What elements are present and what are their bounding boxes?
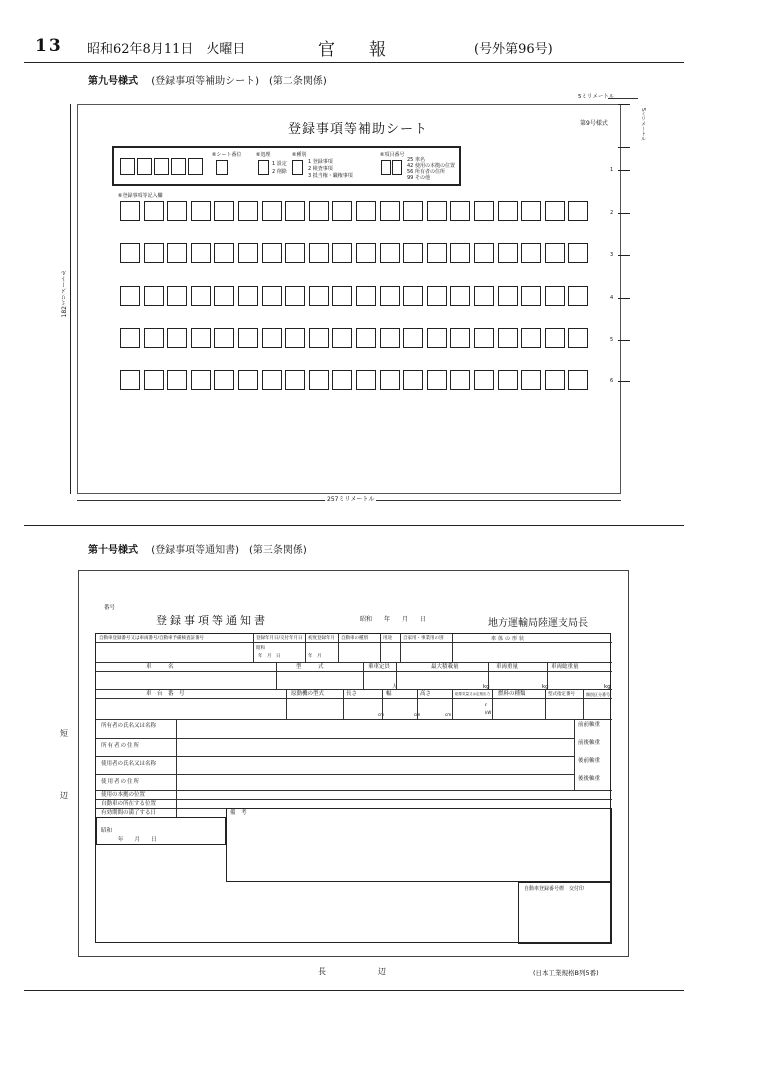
vline [253, 634, 254, 662]
form9-form-label: 第9号様式 [580, 120, 608, 127]
hline [96, 671, 612, 672]
sheet-cell [188, 158, 203, 175]
entry-cell [332, 201, 352, 221]
entry-cell [167, 201, 187, 221]
form10-heading [88, 541, 307, 556]
unit-person: 人 [392, 684, 398, 690]
entry-cell [191, 328, 211, 348]
hline [96, 719, 612, 720]
r2-gross: 車両総重量 [551, 664, 579, 670]
r2-model: 型 式 [296, 664, 324, 670]
r3-height: 高さ [420, 691, 432, 697]
hline [96, 689, 612, 690]
entry-cell [403, 201, 423, 221]
sheet-cell [137, 158, 152, 175]
form10-subheading: (登録事項等通知書) (第三条関係) [151, 545, 307, 556]
entry-cell [285, 328, 305, 348]
entry-cell [380, 201, 400, 221]
entry-cell [285, 370, 305, 390]
entry-cell [191, 370, 211, 390]
entry-cell [545, 243, 565, 263]
r1-reg-date: 登録年月日/交付年月日 [256, 636, 303, 641]
entry-cell [332, 328, 352, 348]
entry-cell [450, 328, 470, 348]
user-address-label: 使用者の住所 [101, 779, 141, 785]
vline [545, 689, 546, 719]
processing-option-2: 2 削除 [272, 169, 287, 175]
entry-cell [262, 370, 282, 390]
processing-cell [258, 160, 269, 175]
entry-cell [498, 328, 518, 348]
label-item-no: ⑥項目番号 [380, 152, 405, 158]
sheet-number-cells [120, 158, 205, 175]
r1-ym: 年 月 [308, 654, 322, 659]
entry-cell [262, 243, 282, 263]
entry-cell [427, 370, 447, 390]
row-number: 2 [610, 210, 614, 216]
row-number: 1 [610, 167, 614, 173]
expiry-showa: 昭和 [101, 828, 113, 834]
form9-sheet-title: 登録事項等補助シート [288, 122, 429, 137]
entry-cell [521, 243, 541, 263]
entry-cell [380, 286, 400, 306]
remarks-box [226, 808, 612, 882]
vline [452, 634, 453, 662]
label-type: ⑥種別 [292, 152, 307, 158]
type-cell [292, 160, 303, 175]
vline [363, 662, 364, 689]
entry-cell [309, 286, 329, 306]
entry-cell [332, 243, 352, 263]
r1-reg-no: 自動車登録番号又は車両番号/自動車予備検査証番号 [99, 636, 205, 641]
r2-max-load: 最大積載量 [431, 664, 459, 670]
entry-cell [144, 201, 164, 221]
side-short-2: 辺 [60, 791, 68, 800]
entry-cell [427, 286, 447, 306]
entry-cell [356, 328, 376, 348]
row-tick [618, 340, 630, 341]
section-rule [24, 525, 684, 526]
remarks-label: 備 考 [230, 810, 247, 816]
hline [96, 799, 612, 800]
unit-kg: kg [483, 684, 490, 690]
entry-cell [332, 370, 352, 390]
unit-kg: kg [604, 684, 611, 690]
entry-cell [285, 243, 305, 263]
entry-cell [450, 201, 470, 221]
r3-length: 長さ [346, 691, 358, 697]
entry-cell [214, 370, 234, 390]
owner-address-label: 所有者の住所 [101, 743, 141, 749]
dim-margin-line [608, 98, 638, 99]
entry-cell [474, 201, 494, 221]
dim-margin-label: 5ミリメートル [578, 94, 615, 100]
hline [96, 738, 574, 739]
dim-height-line [70, 104, 71, 494]
r3-fuel: 燃料の種類 [498, 691, 526, 697]
entry-cell [238, 243, 258, 263]
r3-chassis: 車 台 番 号 [146, 691, 185, 697]
sheet-cell [154, 158, 169, 175]
entry-cell [403, 328, 423, 348]
vline [305, 634, 306, 662]
vline [488, 662, 489, 689]
entry-row [120, 286, 592, 306]
entry-cell [309, 201, 329, 221]
entry-cell [191, 201, 211, 221]
entry-cell [521, 328, 541, 348]
form10-heading-label: 第十号様式 [88, 545, 138, 556]
r1-first-reg: 初度登録年月 [308, 636, 335, 641]
r1-kind: 自動車の種別 [341, 636, 368, 641]
footer-rule [24, 990, 684, 991]
item-option-1: 25 車名 [407, 157, 425, 163]
axle-rear-front: 後前軸重 [578, 758, 601, 764]
entry-cell [356, 286, 376, 306]
axle-rear-rear: 後後軸重 [578, 776, 601, 782]
entry-cell [120, 286, 140, 306]
entry-cell [356, 201, 376, 221]
r3-engine: 原動機の型式 [291, 691, 325, 697]
entry-cell [545, 286, 565, 306]
entry-row [120, 201, 592, 221]
entry-cell [474, 328, 494, 348]
r1-ymd: 年 月 日 [258, 654, 281, 659]
entry-cell [498, 201, 518, 221]
entry-cell [427, 243, 447, 263]
vline [396, 662, 397, 689]
entry-cell [262, 328, 282, 348]
side-long-1: 長 [318, 967, 326, 976]
notice-date: 昭和 年 月 日 [360, 616, 427, 623]
entry-cell [474, 243, 494, 263]
entry-cell [120, 328, 140, 348]
r1-body-shape: 車体の形状 [491, 636, 527, 642]
top-tick [618, 147, 630, 148]
owner-name-label: 所有者の氏名又は名称 [101, 723, 157, 729]
base-location-label: 使用の本拠の位置 [101, 792, 146, 798]
entry-cell [356, 243, 376, 263]
label-entry-field: ⑥登録事項等記入欄 [118, 193, 163, 199]
entry-cell [309, 328, 329, 348]
issuer: 地方運輸局陸運支局長 [488, 618, 588, 629]
entry-cell [262, 201, 282, 221]
entry-cell [214, 201, 234, 221]
entry-cell [167, 286, 187, 306]
axle-front-rear: 前後軸重 [578, 740, 601, 746]
row-number: 4 [610, 295, 614, 301]
dim-height-label: 182ミリメートル [61, 270, 68, 318]
entry-cell [120, 370, 140, 390]
row-tick [618, 213, 630, 214]
entry-cell [521, 201, 541, 221]
r3-displacement: 総排気量又は定格出力 [455, 692, 490, 696]
expiry-label: 有効期間の満了する日 [101, 810, 157, 816]
row-tick [618, 298, 630, 299]
row-tick [618, 170, 630, 171]
entry-cell [309, 243, 329, 263]
vehicle-location-label: 自動車の所在する位置 [101, 801, 157, 807]
entry-cell [144, 328, 164, 348]
entry-cell [403, 286, 423, 306]
entry-cell [403, 243, 423, 263]
number-label: 番号 [104, 605, 116, 611]
entry-cell [427, 328, 447, 348]
vline [400, 634, 401, 662]
entry-cell [380, 328, 400, 348]
hline [96, 642, 612, 643]
entry-cell [356, 370, 376, 390]
hline [96, 774, 574, 775]
vline [382, 689, 383, 719]
unit-liter: ℓ [485, 702, 487, 707]
entry-cell [545, 201, 565, 221]
entry-cell [144, 286, 164, 306]
r1-private: 自家用・事業用の別 [403, 636, 444, 641]
entry-cell [262, 286, 282, 306]
entry-cell [238, 201, 258, 221]
dim-width-label: 257ミリメートル [327, 496, 375, 503]
top-tick [618, 104, 630, 105]
hline [96, 790, 612, 791]
r2-weight: 車両重量 [496, 664, 519, 670]
label-sheet-position: ⑥シート番位 [212, 152, 242, 158]
row-number: 6 [610, 378, 614, 384]
r3-class: 類別区分番号 [586, 692, 610, 697]
entry-cell [545, 370, 565, 390]
vline [583, 689, 584, 719]
entry-cell [568, 201, 588, 221]
entry-cell [167, 243, 187, 263]
issue-number: (号外第96号) [474, 42, 553, 57]
entry-cell [380, 243, 400, 263]
entry-cell [498, 370, 518, 390]
row-number: 3 [610, 252, 614, 258]
entry-cell [214, 328, 234, 348]
entry-cell [568, 286, 588, 306]
row-tick [618, 255, 630, 256]
entry-cell [191, 243, 211, 263]
publication-name: 官 報 [318, 40, 386, 60]
entry-cell [474, 286, 494, 306]
entry-cell [568, 243, 588, 263]
entry-cell [214, 243, 234, 263]
entry-cell [568, 370, 588, 390]
r1-showa: 昭和 [256, 646, 265, 651]
type-option-3: 3 抵当権・職権事項 [308, 173, 353, 179]
sheet-cell [120, 158, 135, 175]
item-option-4: 99 その他 [407, 175, 430, 181]
entry-cell [238, 370, 258, 390]
item-no-cell [381, 160, 391, 175]
size-note: (日本工業規格B列5番) [533, 969, 599, 977]
vline [176, 719, 177, 817]
entry-cell [450, 286, 470, 306]
item-no-cell [392, 160, 402, 175]
entry-cell [144, 243, 164, 263]
processing-option-1: 1 設定 [272, 161, 287, 167]
label-processing: ⑥処理 [256, 152, 271, 158]
r1-use: 用途 [383, 636, 392, 641]
entry-cell [167, 328, 187, 348]
entry-cell [285, 201, 305, 221]
entry-cell [238, 328, 258, 348]
notice-table [95, 633, 611, 943]
entry-cell [214, 286, 234, 306]
vline [492, 689, 493, 719]
entry-cell [521, 370, 541, 390]
entry-cell [498, 286, 518, 306]
row-tick [618, 381, 630, 382]
hline [96, 698, 612, 699]
entry-cell [521, 286, 541, 306]
side-long-2: 辺 [378, 967, 386, 976]
entry-cell [427, 201, 447, 221]
entry-cell [332, 286, 352, 306]
row-number: 5 [610, 337, 614, 343]
type-option-2: 2 検査事項 [308, 166, 333, 172]
entry-cell [568, 328, 588, 348]
entry-cell [403, 370, 423, 390]
vline [286, 689, 287, 719]
dim-margin-side: 5ミリメートル [640, 108, 646, 142]
expiry-box [96, 817, 226, 845]
entry-cell [450, 243, 470, 263]
entry-cell [498, 243, 518, 263]
entry-row [120, 328, 592, 348]
notice-title: 登録事項等通知書 [156, 614, 268, 627]
entry-row [120, 370, 592, 390]
form9-heading [88, 72, 327, 87]
unit-kg: kg [542, 684, 549, 690]
issue-date: 昭和62年8月11日 火曜日 [87, 42, 246, 57]
r2-car-name: 車 名 [146, 664, 174, 670]
entry-cell [167, 370, 187, 390]
entry-cell [545, 328, 565, 348]
vline [574, 719, 575, 790]
entry-cell [450, 370, 470, 390]
form9-heading-label: 第九号様式 [88, 76, 138, 87]
hline [96, 756, 574, 757]
user-name-label: 使用者の氏名又は名称 [101, 761, 157, 767]
entry-row [120, 243, 592, 263]
unit-kw: kW [485, 710, 492, 715]
entry-cell [191, 286, 211, 306]
unit-cm: cm [378, 712, 385, 717]
type-option-1: 1 登録事項 [308, 159, 333, 165]
stamp-label: 自動車登録番号標 交付印 [524, 886, 585, 892]
entry-cell [144, 370, 164, 390]
side-short-1: 短 [60, 729, 68, 738]
unit-cm: cm [414, 712, 421, 717]
page-number: 13 [35, 36, 63, 56]
entry-cell [380, 370, 400, 390]
sheet-cell [171, 158, 186, 175]
entry-cell [474, 370, 494, 390]
axle-front-front: 前前軸重 [578, 722, 601, 728]
item-option-2: 42 使用の本拠の位置 [407, 163, 455, 169]
r2-capacity: 乗車定員 [368, 664, 391, 670]
entry-cell [309, 370, 329, 390]
vline [338, 634, 339, 662]
r3-width: 幅 [386, 691, 392, 697]
hline [96, 662, 612, 663]
form9-subheading: (登録事項等補助シート) (第二条関係) [151, 76, 327, 87]
item-option-3: 56 所有者の住所 [407, 169, 445, 175]
r3-type-spec: 型式指定番号 [548, 692, 575, 697]
vline [452, 689, 453, 719]
expiry-ymd: 年 月 日 [118, 837, 157, 843]
unit-cm: cm [445, 712, 452, 717]
vline [417, 689, 418, 719]
entry-cell [120, 243, 140, 263]
entry-cell [238, 286, 258, 306]
header-rule [24, 62, 684, 63]
entry-cell [285, 286, 305, 306]
vline [547, 662, 548, 689]
vline [343, 689, 344, 719]
vline [380, 634, 381, 662]
entry-cell [120, 201, 140, 221]
vline [276, 662, 277, 689]
sheet-position-cell [216, 160, 228, 175]
